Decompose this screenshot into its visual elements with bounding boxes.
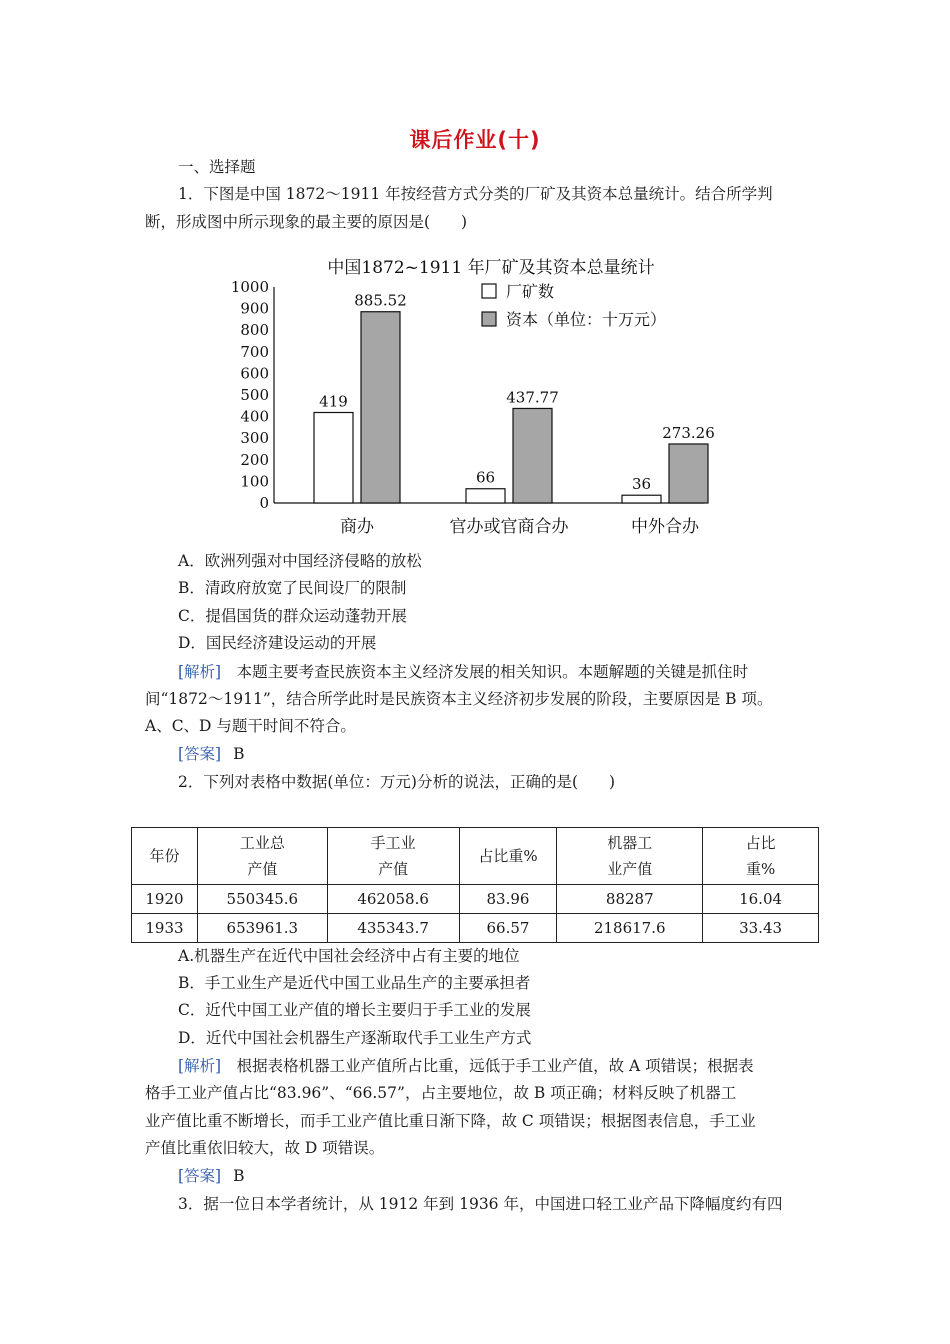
q1-answer-value: B xyxy=(233,745,245,763)
table-header-text: 机器工 xyxy=(607,834,653,852)
table-cell: 66.57 xyxy=(459,914,557,943)
q1-analysis-line3: A、C、D 与题干时间不符合。 xyxy=(145,717,356,735)
q2-analysis-line3: 业产值比重不断增长，而手工业产值比重日渐下降，故 C 项错误；根据图表信息，手工业 xyxy=(145,1112,756,1130)
table-header-cell xyxy=(132,828,198,885)
capital-bar-chart xyxy=(226,250,715,540)
q1-analysis-tag: [解析] xyxy=(178,663,222,681)
section-heading: 一、选择题 xyxy=(178,158,256,176)
q1-answer xyxy=(178,743,245,765)
q2-option-d: D．近代中国社会机器生产逐渐取代手工业生产方式 xyxy=(178,1029,532,1047)
y-tick-label: 100 xyxy=(240,472,269,491)
bar-capital xyxy=(361,312,400,503)
table-cell: 462058.6 xyxy=(327,885,459,914)
q1-stem-line2: 断，形成图中所示现象的最主要的原因是( ) xyxy=(145,213,468,231)
q2-option-b: B．手工业生产是近代中国工业品生产的主要承担者 xyxy=(178,974,531,992)
bar-value-label: 36 xyxy=(631,475,652,494)
legend-label-capital: 资本（单位：十万元） xyxy=(506,310,667,329)
bar-value-label: 885.52 xyxy=(354,291,407,310)
q2-stem: 2．下列对表格中数据(单位：万元)分析的说法，正确的是( ) xyxy=(178,773,616,791)
table-cell: 16.04 xyxy=(703,885,819,914)
table-cell: 550345.6 xyxy=(197,885,327,914)
y-tick-label: 1000 xyxy=(230,278,269,296)
table-row xyxy=(132,885,819,914)
q1-answer-tag: [答案] xyxy=(178,745,222,763)
legend-swatch-capital xyxy=(482,312,496,326)
bar-capital xyxy=(669,444,708,503)
q1-option-b: B．清政府放宽了民间设厂的限制 xyxy=(178,579,407,597)
y-tick-label: 0 xyxy=(259,494,269,512)
q1-analysis-line1 xyxy=(178,661,748,683)
table-header-cell xyxy=(197,828,327,885)
bar-factories xyxy=(622,495,661,503)
category-label: 中外合办 xyxy=(631,517,699,537)
bar-value-label: 419 xyxy=(319,392,348,411)
q1-option-a: A．欧洲列强对中国经济侵略的放松 xyxy=(178,552,422,570)
table-header-text: 手工业 xyxy=(370,834,416,852)
legend-label-factories: 厂矿数 xyxy=(506,282,555,301)
y-tick-label: 500 xyxy=(240,386,269,404)
q1-option-d: D．国民经济建设运动的开展 xyxy=(178,634,377,652)
bar-factories xyxy=(314,412,353,503)
y-tick-label: 400 xyxy=(240,407,269,426)
q1-analysis-line2: 间“1872～1911”，结合所学此时是民族资本主义经济初步发展的阶段，主要原因是 B 项。 xyxy=(145,690,773,708)
table-header-text: 产值 xyxy=(378,860,409,878)
y-tick-label: 900 xyxy=(240,299,269,318)
bar-factories xyxy=(466,489,505,503)
table-header-cell xyxy=(459,828,557,885)
table-cell: 83.96 xyxy=(459,885,557,914)
table-header-text: 产值 xyxy=(247,860,278,878)
q2-option-a: A.机器生产在近代中国社会经济中占有主要的地位 xyxy=(178,947,520,965)
q2-analysis-line4: 产值比重依旧较大，故 D 项错误。 xyxy=(145,1139,385,1157)
table-header-text: 重% xyxy=(745,860,776,878)
table-cell: 653961.3 xyxy=(197,914,327,943)
q2-answer-value: B xyxy=(233,1167,245,1185)
bar-value-label: 66 xyxy=(475,468,496,487)
legend-swatch-factories xyxy=(482,284,496,298)
table-header-row xyxy=(132,828,819,885)
q2-option-c: C．近代中国工业产值的增长主要归于手工业的发展 xyxy=(178,1001,531,1019)
table-cell: 1920 xyxy=(132,885,198,914)
table-cell: 33.43 xyxy=(703,914,819,943)
table-header-cell xyxy=(703,828,819,885)
y-tick-label: 600 xyxy=(240,364,269,383)
q2-data-table xyxy=(131,827,819,943)
bar-capital xyxy=(513,408,552,503)
table-cell: 88287 xyxy=(557,885,703,914)
q2-analysis-line2: 格手工业产值占比“83.96”、“66.57”，占主要地位，故 B 项正确；材料反映了机器工 xyxy=(145,1084,737,1102)
q2-answer xyxy=(178,1165,245,1187)
q2-analysis-text: 根据表格机器工业产值所占比重，远低于手工业产值，故 A 项错误；根据表 xyxy=(221,1057,754,1075)
q1-analysis-text: 本题主要考查民族资本主义经济发展的相关知识。本题解题的关键是抓住时 xyxy=(221,663,749,681)
bar-value-label: 437.77 xyxy=(506,388,559,407)
table-header-text: 年份 xyxy=(149,847,180,865)
table-cell: 218617.6 xyxy=(557,914,703,943)
q1-stem-line1: 1．下图是中国 1872～1911 年按经营方式分类的厂矿及其资本总量统计。结合所学判 xyxy=(178,185,773,203)
q3-stem-line1: 3．据一位日本学者统计，从 1912 年到 1936 年，中国进口轻工业产品下降幅度约有四 xyxy=(178,1195,783,1213)
q2-analysis-line1 xyxy=(178,1055,754,1077)
table-header-text: 工业总 xyxy=(239,834,285,852)
q1-option-c: C．提倡国货的群众运动蓬勃开展 xyxy=(178,607,407,625)
table-header-cell xyxy=(327,828,459,885)
category-label: 商办 xyxy=(340,517,374,537)
table-header-text: 占比重% xyxy=(478,847,538,865)
table-cell: 1933 xyxy=(132,914,198,943)
table-header-text: 占比 xyxy=(745,834,776,852)
category-label: 官办或官商合办 xyxy=(449,517,569,537)
table-header-text: 业产值 xyxy=(607,860,653,878)
q2-answer-tag: [答案] xyxy=(178,1167,222,1185)
table-row xyxy=(132,914,819,943)
bar-value-label: 273.26 xyxy=(662,423,715,442)
chart-title: 中国1872~1911 年厂矿及其资本总量统计 xyxy=(327,258,655,278)
y-tick-label: 800 xyxy=(240,321,269,340)
y-tick-label: 300 xyxy=(240,429,269,448)
y-tick-label: 200 xyxy=(240,450,269,469)
y-tick-label: 700 xyxy=(240,342,269,361)
q2-analysis-tag: [解析] xyxy=(178,1057,222,1075)
page-title: 课后作业(十) xyxy=(409,128,541,152)
table-cell: 435343.7 xyxy=(327,914,459,943)
table-header-cell xyxy=(557,828,703,885)
